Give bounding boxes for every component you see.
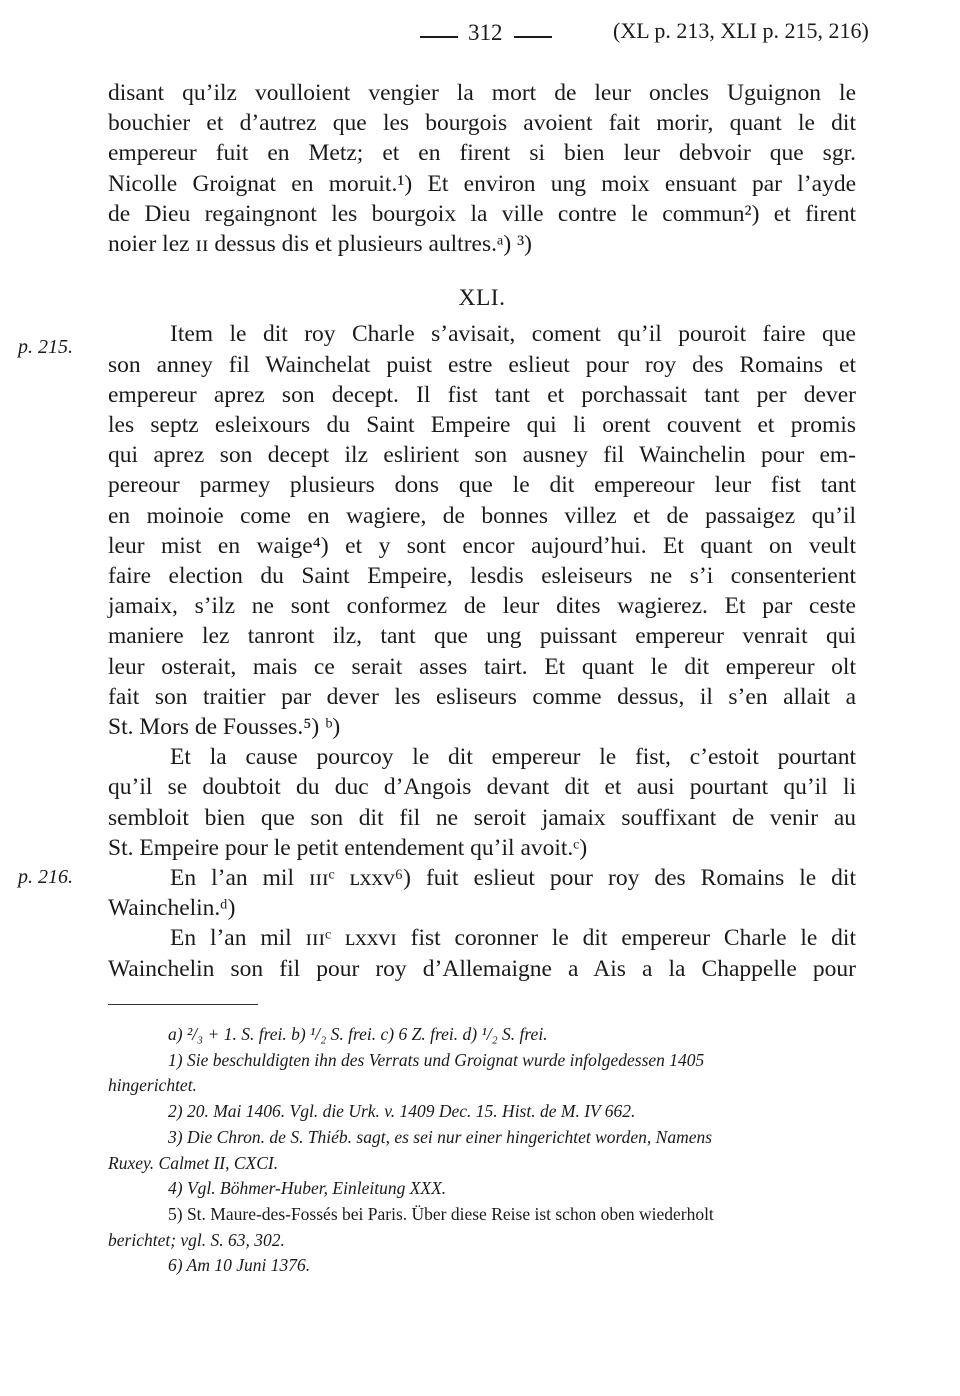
footnote-3: [108, 1125, 856, 1176]
page-header: [0, 14, 960, 54]
text-line: fait son traitier par dever les esliseurs comme dessus, il s’en allait a: [108, 683, 856, 710]
text-line: les septz esleixours du Saint Empeire qui li orent couvent et promis: [108, 412, 856, 439]
footnote-3-text: 3) Die Chron. de S. Thiéb. sagt, es sei nur einer hingerichtet worden, Namens: [168, 1126, 713, 1147]
footnote-5-text: 5) St. Maure-des-Fossés bei Paris. Über diese Reise ist schon oben wiederholt: [168, 1203, 714, 1224]
footnote-1-cont: hingerichtet.: [108, 1075, 197, 1096]
footnote-5: [108, 1202, 856, 1253]
margin-note-p216: p. 216.: [18, 866, 73, 888]
paragraph-4: [108, 863, 856, 923]
text-line: Et la cause pourcoy le dit empereur le fist, c’estoit pourtant: [170, 744, 856, 771]
text-line: leur osterait, mais ce serait asses tairt. Et quant le dit empereur olt: [108, 653, 856, 680]
footnote-4: 4) Vgl. Böhmer-Huber, Einleitung XXX.: [168, 1178, 447, 1199]
text-line: pereour parmey plusieurs dons que le dit empereour leur fist tant: [108, 472, 856, 499]
text-line: de Dieu regaingnont les bourgoix la ville contre le commun²) et firent: [108, 200, 856, 227]
paragraph-5: [108, 923, 856, 983]
text-line: Nicolle Groignat en moruit.¹) Et environ ung moix ensuant par l’ayde: [108, 170, 856, 197]
text-line: noier lez ɪɪ dessus dis et plusieurs aultres.ᵃ) ³): [108, 231, 532, 258]
text-line: empereur fuit en Metz; et en firent si bien leur debvoir que sgr.: [108, 140, 856, 167]
text-line: leur mist en waige⁴) et y sont encor aujourd’hui. Et quant on veult: [108, 532, 856, 559]
chapter-heading: XLI.: [458, 285, 506, 312]
text-line: Wainchelin.ᵈ): [108, 895, 236, 922]
text-line: En l’an mil ɪɪɪᶜ ʟxxv⁶) fuit eslieut pour roy des Romains le dit: [170, 865, 856, 892]
text-line: Wainchelin son fil pour roy d’Allemaigne a Ais a la Chappelle pour: [108, 955, 856, 982]
paragraph-2: [108, 319, 856, 742]
text-line: en moinoie come en wagiere, de bonnes villez et de passaigez qu’il: [108, 502, 856, 529]
footnote-rule: [108, 1004, 258, 1005]
variant-notes: a) ²/₃ + 1. S. frei. b) ¹/₂ S. frei. c) 6 Z. frei. d) ¹/₂ S. frei.: [168, 1024, 548, 1044]
text-line: St. Empeire pour le petit entendement qu’il avoit.ᶜ): [108, 834, 588, 861]
text-line: empereur aprez son decept. Il fist tant et porchassait tant per dever: [108, 381, 856, 408]
text-line: St. Mors de Fousses.⁵) ᵇ): [108, 714, 341, 741]
footnote-6: 6) Am 10 Juni 1376.: [168, 1255, 311, 1276]
text-line: jamaix, s’ilz ne sont conformez de leur dites wagierez. Et par ceste: [108, 593, 856, 620]
page-number: 312: [468, 20, 503, 45]
footnote-1: [108, 1048, 856, 1099]
footnote-3-cont: Ruxey. Calmet II, CXCI.: [108, 1152, 279, 1173]
footnote-1-text: 1) Sie beschuldigten ihn des Verrats und Groignat wurde infolgedessen 1405: [168, 1049, 705, 1070]
text-line: bouchier et d’autrez que les bourgois avoient fait morir, quant le dit: [108, 110, 856, 137]
text-line: maniere lez tanront ilz, tant que ung puissant empereur venrait qui: [108, 623, 856, 650]
paragraph-1: [108, 78, 856, 259]
paragraph-3: [108, 742, 856, 863]
text-line: son anney fil Wainchelat puist estre eslieut pour roy des Romains et: [108, 351, 856, 378]
chapter-reference: (XL p. 213, XLI p. 215, 216): [613, 18, 869, 43]
header-dash-right: [514, 36, 552, 38]
text-line: sembloit bien que son dit fil ne seroit jamaix souffixant de venir au: [108, 804, 856, 831]
text-line: faire election du Saint Empeire, lesdis esleiseurs ne s’i consenterient: [108, 563, 856, 590]
main-text: [108, 78, 856, 984]
text-line: qu’il se doubtoit du duc d’Angois devant dit et ausi pourtant qu’il li: [108, 774, 856, 801]
footnotes: [108, 1022, 856, 1279]
text-line: Item le dit roy Charle s’avisait, coment qu’il pouroit faire que: [170, 321, 856, 348]
text-line: En l’an mil ɪɪɪᶜ ʟxxvɪ fist coronner le dit empereur Charle le dit: [170, 925, 856, 952]
footnote-5-cont: berichtet; vgl. S. 63, 302.: [108, 1229, 285, 1250]
margin-note-p215: p. 215.: [18, 336, 73, 358]
text-line: disant qu’ilz voulloient vengier la mort de leur oncles Uguignon le: [108, 80, 856, 106]
text-line: qui aprez son decept ilz eslirient son ausney fil Wainchelin pour em-: [108, 442, 856, 469]
header-dash-left: [420, 36, 458, 38]
footnote-2: 2) 20. Mai 1406. Vgl. die Urk. v. 1409 Dec. 15. Hist. de M. IV 662.: [168, 1101, 636, 1122]
